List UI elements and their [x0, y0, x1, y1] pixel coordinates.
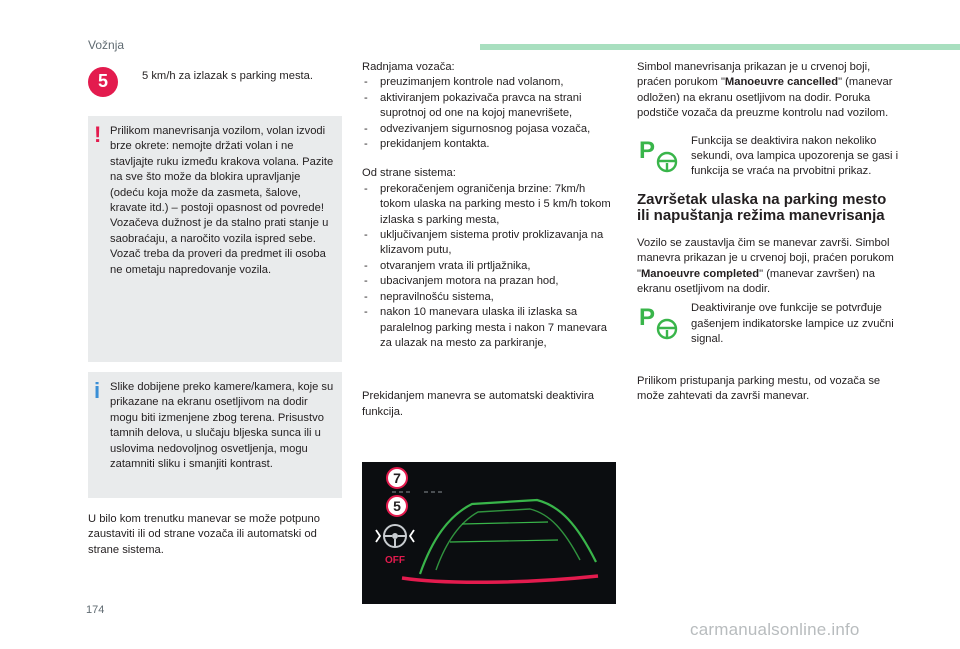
step-number-badge: 5	[88, 67, 118, 97]
column-middle	[362, 60, 618, 420]
off-label: OFF	[385, 555, 405, 566]
parking-steering-icon	[637, 134, 681, 180]
section-heading: Završetak ulaska na parking mesto ili napuštanja režima manevrisanja	[637, 190, 887, 224]
section-title: Vožnja	[88, 38, 125, 52]
symbol-note	[637, 301, 899, 347]
symbol-note-text: Deaktiviranje ove funkcije se potvrđuje gašenjem indikatorske lampice uz zvučni signal.	[691, 302, 894, 346]
symbol-note	[637, 134, 899, 180]
parking-steering-icon	[637, 301, 681, 347]
svg-text:P: P	[639, 136, 656, 164]
camera-view-graphic	[362, 462, 616, 604]
warning-icon: !	[94, 122, 102, 147]
column-left	[88, 60, 342, 558]
list-item: - prekidanjem kontakta.	[362, 137, 618, 152]
info-box	[88, 372, 342, 498]
list-item: - nepravilnošću sistema,	[362, 290, 618, 305]
page-number: 174	[86, 604, 105, 616]
cancel-message: Manoeuvre cancelled	[724, 76, 839, 89]
warning-box	[88, 116, 342, 362]
camera-view-illustration	[362, 462, 616, 604]
complete-message: Manoeuvre completed	[640, 267, 760, 280]
complete-pre: Vozilo se zaustavlja čim se manevar završi. Simbol manevra prikazan je u crvenoj boji, praćen porukom "	[637, 236, 894, 280]
symbol-note-text: Funkcija se deaktivira nakon nekoliko sekundi, ova lampica upozorenja se gasi i funkcija se vraća na prvobitni prikaz.	[691, 134, 899, 178]
step-text: 5 km/h za izlazak s parking mesta.	[142, 70, 313, 82]
system-intro: Od strane sistema:	[362, 167, 456, 180]
warning-paragraph: Prilikom manevrisanja vozilom, volan izvodi brze okrete: nemojte držati volan i ne stavljajte ruku između krakova volana. Pazite na sve što može da blokira upravljanje (odeću koja može da zasmeta, šalove, kravate itd.) – postoji opasnost od povrede!	[110, 125, 334, 215]
final-paragraph: Prilikom pristupanja parking mestu, od vozača se može zahtevati da završi manevar.	[637, 374, 881, 403]
list-item: - aktiviranjem pokazivača pravca na strani suprotnoj od one na kojoj manevrišete,	[362, 91, 618, 122]
list-item: - otvaranjem vrata ili prtljažnika,	[362, 259, 618, 274]
complete-paragraph	[637, 236, 899, 298]
list-item: - ubacivanjem motora na prazan hod,	[362, 274, 618, 289]
warning-paragraph: Vozačeva dužnost je da stalno prati stanje u saobraćaju, a naročito vozila ispred sebe.	[110, 217, 329, 245]
watermark: carmanualsonline.info	[690, 620, 860, 639]
step-five	[88, 60, 342, 116]
complete-post: " (manevar završen) na ekranu osetljivom na dodir.	[637, 267, 875, 296]
list-item: - uključivanjem sistema protiv proklizavanja na klizavom putu,	[362, 228, 618, 259]
stop-paragraph: U bilo kom trenutku manevar se može potpuno zaustaviti ili od strane vozača ili automatski od strane sistema.	[88, 513, 320, 556]
driver-intro: Radnjama vozača:	[362, 61, 455, 73]
info-icon: i	[94, 378, 101, 403]
warning-paragraph: Vozač treba da proveri da predmet ili osoba ne ometaju napredovanje vozila.	[110, 248, 326, 276]
list-item: - prekoračenjem ograničenja brzine: 7km/h tokom ulaska na parking mesto i 5 km/h tokom izlaska s parking mesta,	[362, 182, 618, 228]
header-bar	[480, 44, 960, 50]
list-item: - preuzimanjem kontrole nad volanom,	[362, 75, 618, 90]
driver-list	[362, 75, 618, 152]
cancel-post: " (manevar odložen) na ekranu osetljivom na dodir. Poruka podstiče vozača da preuzme kontrolu nad vozilom.	[637, 76, 893, 120]
info-paragraph: Slike dobijene preko kamere/kamera, koje su prikazane na ekranu osetljivom na dodir mogu biti izmenjene zbog terena. Prisustvo tamnih delova, u slučaju bljeska sunca ili u uslovima nedovoljnog osvetljenja, mogu zatamniti sliku i smanjiti kontrast.	[110, 381, 334, 471]
svg-text:P: P	[639, 304, 656, 332]
list-item: - nakon 10 manevara ulaska ili izlaska sa paralelnog parking mesta i nakon 7 manevara za ulazak na mesto za parkiranje,	[362, 305, 618, 351]
speed-badge-bottom-label: 5	[393, 498, 401, 514]
cancel-paragraph	[637, 60, 899, 122]
speed-badge-top-label: 7	[393, 470, 401, 486]
interrupt-paragraph: Prekidanjem manevra se automatski deaktivira funkcija.	[362, 390, 594, 418]
column-right	[637, 60, 899, 405]
system-list	[362, 182, 618, 351]
list-item: - odvezivanjem sigurnosnog pojasa vozača,	[362, 122, 618, 137]
cancel-pre: Simbol manevrisanja prikazan je u crvenoj boji, praćen porukom "	[637, 61, 871, 89]
